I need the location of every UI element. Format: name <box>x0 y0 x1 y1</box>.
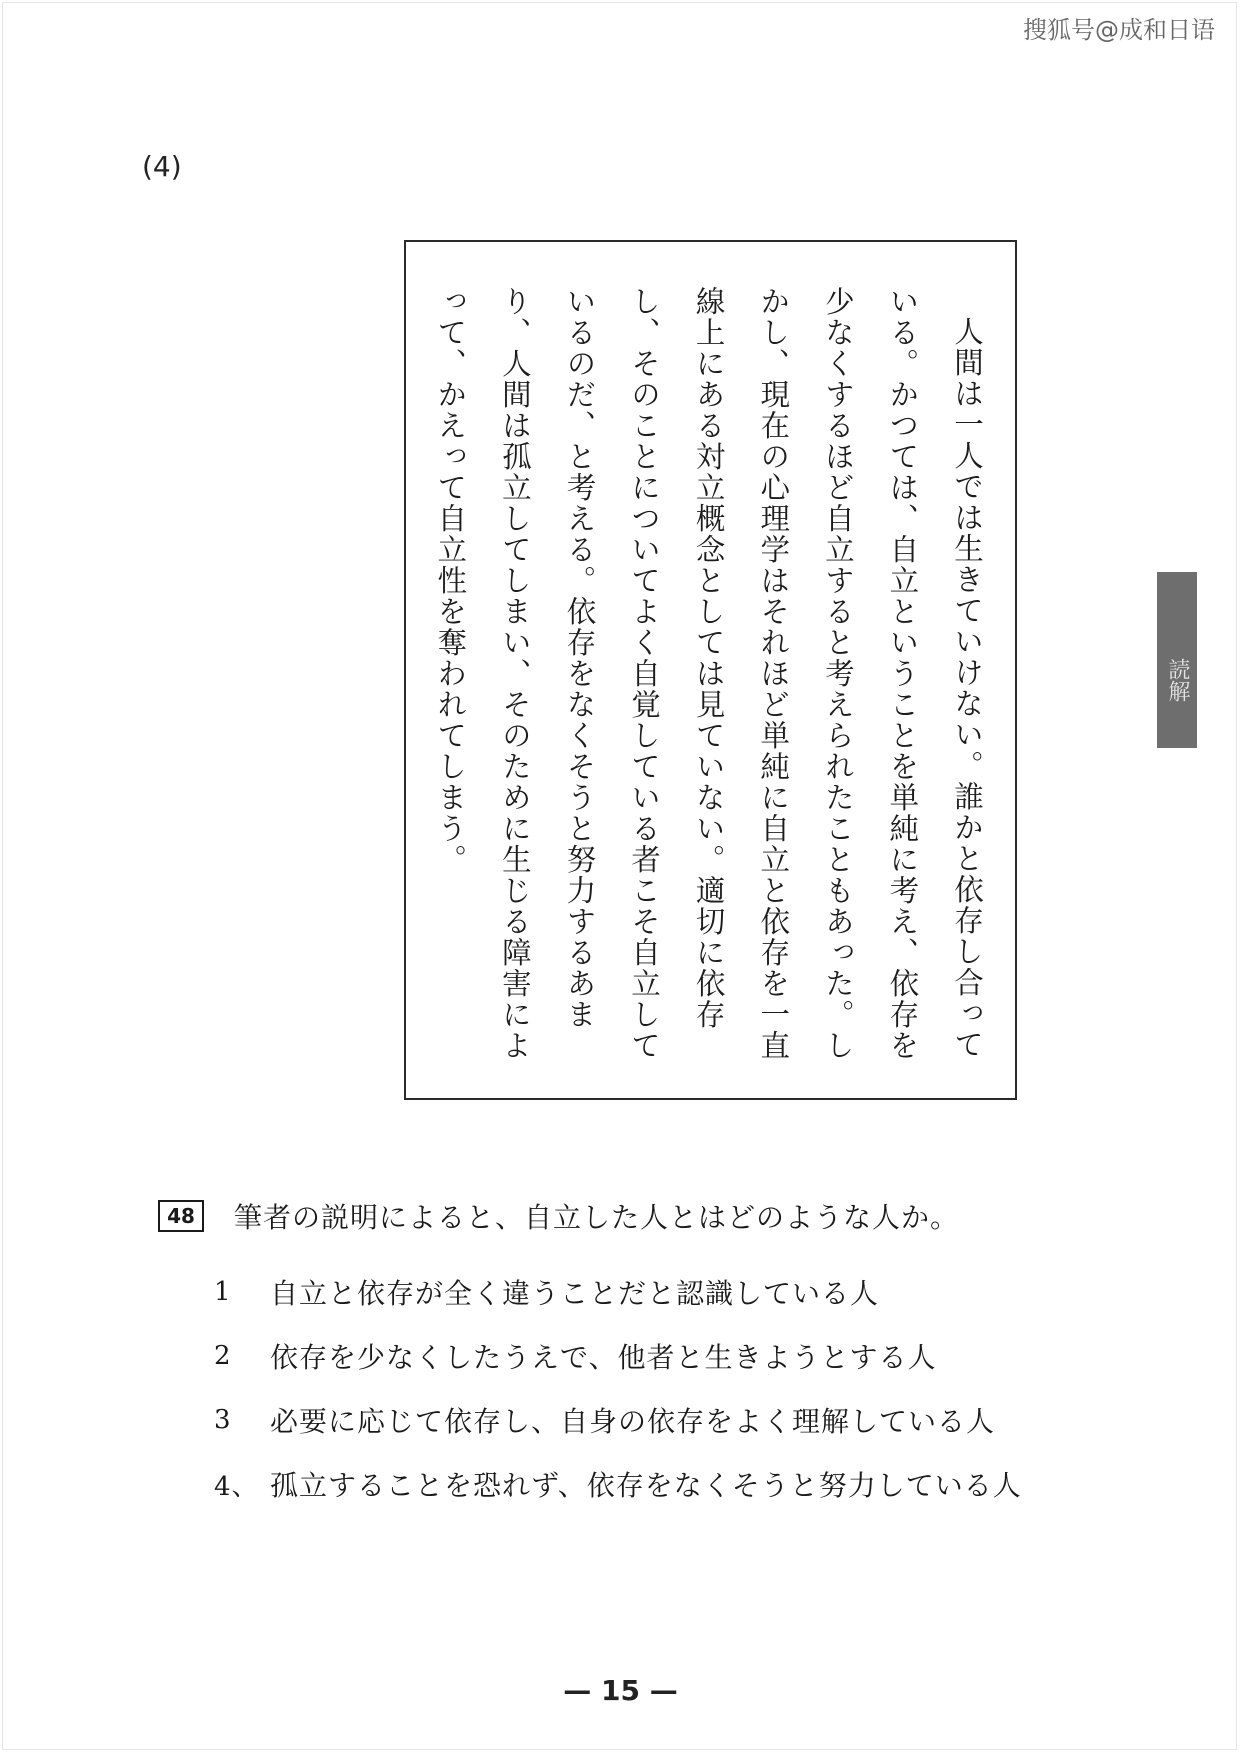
answer-option-1[interactable] <box>214 1260 1022 1324</box>
answer-option-2[interactable] <box>214 1324 1022 1388</box>
option-number: 4、 <box>214 1471 259 1502</box>
watermark: 搜狐号@成和日语 <box>1023 16 1215 44</box>
question-stem: 筆者の説明によると、自立した人とはどのような人か。 <box>234 1201 960 1234</box>
passage-paragraph: 人間は一人では生きていけない。誰かと依存し合っている。かつては、自立ということを単純に考え、依存を少なくするほど自立すると考えられたこともあった。しかし、現在の心理学はそれほど単純に自立と依存を一直線上にある対立概念としては見ていない。適切に依存し、そのことについてよく自覚している者こそ自立しているのだ、と考える。依存をなくそうと努力するあまり、人間は孤立してしまい、そのために生じる障害によって、かえって自立性を奪われてしまう。 <box>433 286 984 1061</box>
page-number: — 15 — <box>563 1674 678 1707</box>
question-number: 48 <box>158 1200 204 1232</box>
option-text: 依存を少なくしたうえで、他者と生きようとする人 <box>270 1341 937 1374</box>
option-text: 自立と依存が全く違うことだと認識している人 <box>270 1277 880 1310</box>
option-number: 2 <box>214 1341 232 1371</box>
answer-option-4[interactable] <box>214 1452 1022 1516</box>
passage-box <box>404 240 1017 1100</box>
option-text: 必要に応じて依存し、自身の依存をよく理解している人 <box>270 1405 996 1438</box>
passage-text <box>418 286 999 1068</box>
option-number: 3 <box>214 1405 232 1435</box>
section-label: (4) <box>142 150 182 183</box>
answer-option-3[interactable] <box>214 1388 1022 1452</box>
option-text: 孤立することを恐れず、依存をなくそうと努力している人 <box>270 1469 1022 1502</box>
option-number: 1 <box>214 1277 232 1307</box>
question <box>158 1196 959 1236</box>
answer-options <box>214 1260 1022 1516</box>
section-side-tab: 読解 <box>1157 572 1197 748</box>
